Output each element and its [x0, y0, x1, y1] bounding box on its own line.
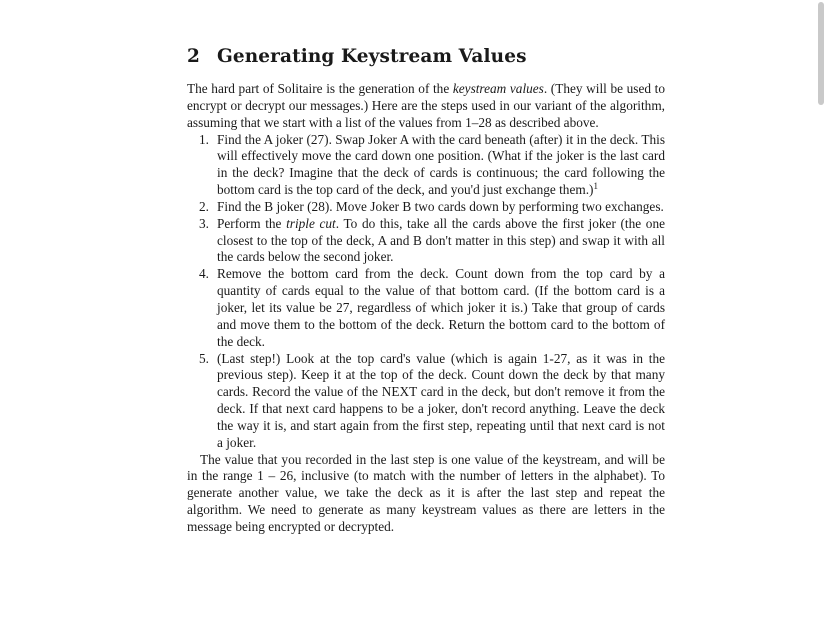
- step-text: (Last step!) Look at the top card's value (which is again 1-27, as it was in the previous step). Keep it at the top of the deck. Count down the deck by that many cards. Record the value of the NEXT card in the deck, but don't remove it from the deck. If that next card happens to be a joker, don't record anything. Leave the deck the way it is, and start again from the first step, repeating until that next card is not a joker.: [217, 350, 665, 450]
- intro-paragraph: The hard part of Solitaire is the generation of the keystream values. (They will be used to encrypt or decrypt our messages.) Here are the steps used in our variant of the algorithm, assuming that we start with a list of the values from 1–28 as described above.: [187, 81, 665, 130]
- list-item-step-5: [187, 351, 665, 452]
- step-marker: 1.: [199, 131, 209, 147]
- step-marker: 5.: [199, 350, 209, 366]
- section-body: [187, 81, 665, 536]
- step-marker: 3.: [199, 215, 209, 231]
- triple-cut-term: triple cut: [286, 215, 336, 231]
- closing-paragraph: The value that you recorded in the last step is one value of the keystream, and will be in the range 1 – 26, inclusive (to match with the number of letters in the alphabet). To generate another value, we take the deck as it is after the last step and repeat the algorithm. We need to generate as many keystream values as there are letters in the message being encrypted or decrypted.: [187, 451, 665, 534]
- section-heading: [187, 46, 527, 67]
- list-item-step-4: [187, 266, 665, 350]
- keystream-values-term: keystream values: [452, 81, 544, 96]
- list-item-step-1: [187, 132, 665, 199]
- section-title: Generating Keystream Values: [216, 46, 527, 67]
- step-marker: 2.: [199, 198, 209, 214]
- footnote-marker[interactable]: 1: [593, 181, 598, 192]
- vertical-scrollbar[interactable]: [818, 2, 824, 105]
- list-item-step-3: 3. Perform the triple cut. To do this, take all the cards above the first joker (the one closest to the top of the deck, A and B don't matter in this step) and swap it with all the cards below the second joker.: [199, 215, 665, 265]
- list-item-step-2: [187, 199, 665, 216]
- step-text: Find the B joker (28). Move Joker B two cards down by performing two exchanges.: [217, 198, 664, 214]
- section-number: 2: [187, 46, 200, 67]
- step-text: Remove the bottom card from the deck. Count down from the top card by a quantity of cards equal to the value of that bottom card. (If the bottom card is a joker, let its value be 27, regardless of which joker it is.) Take that group of cards and move them to the bottom of the deck. Return the bottom card to the bottom of the deck.: [217, 266, 665, 349]
- step-text: Find the A joker (27). Swap Joker A with the card beneath (after) it in the deck. This will effectively move the card down one position. (What if the joker is the last card in the deck? Imagine that the deck of cards is continuous; the card following the bottom card is the top card of the deck, and you'd just exchange them.): [217, 131, 665, 198]
- step-marker: 4.: [199, 266, 209, 282]
- steps-list: [187, 132, 665, 452]
